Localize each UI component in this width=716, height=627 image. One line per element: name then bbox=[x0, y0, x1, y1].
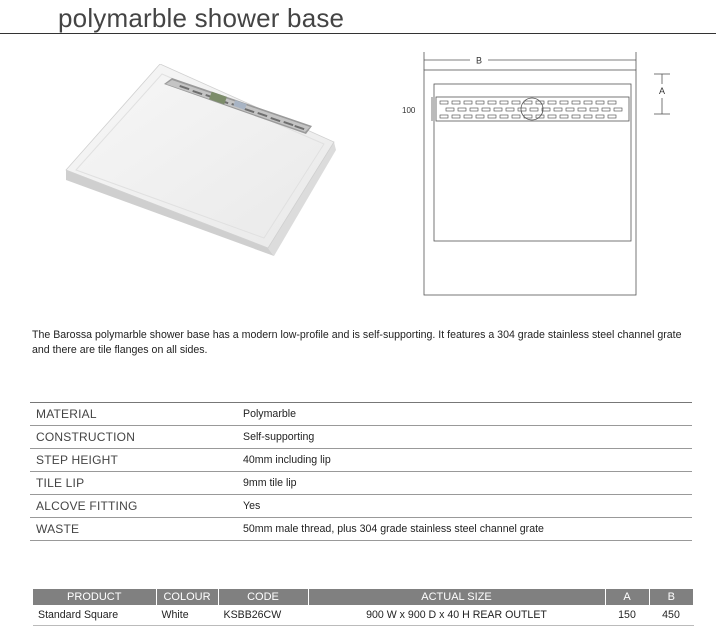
page-title: polymarble shower base bbox=[58, 3, 345, 33]
spec-value: 9mm tile lip bbox=[243, 472, 692, 495]
spec-row bbox=[30, 403, 692, 426]
dimension-b-label: B bbox=[475, 55, 483, 66]
spec-value: Self-supporting bbox=[243, 426, 692, 449]
spec-table bbox=[30, 402, 692, 541]
technical-diagram bbox=[396, 46, 686, 306]
header-product: PRODUCT bbox=[33, 589, 156, 605]
table-row bbox=[33, 605, 693, 626]
cell-a: 150 bbox=[605, 605, 649, 626]
header-code: CODE bbox=[218, 589, 308, 605]
title-bar bbox=[0, 0, 716, 34]
spec-row bbox=[30, 472, 692, 495]
spec-row bbox=[30, 426, 692, 449]
spec-label: CONSTRUCTION bbox=[30, 426, 243, 449]
spec-value: Yes bbox=[243, 495, 692, 518]
cell-actual-size: 900 W x 900 D x 40 H REAR OUTLET bbox=[308, 605, 605, 626]
header-colour: COLOUR bbox=[156, 589, 218, 605]
spec-label: STEP HEIGHT bbox=[30, 449, 243, 472]
product-description: The Barossa polymarble shower base has a modern low-profile and is self-supporting. It features a 304 grade stainless steel channel grate and there are tile flanges on all sides. bbox=[32, 329, 682, 356]
spec-label: MATERIAL bbox=[30, 403, 243, 426]
shower-base-image bbox=[62, 64, 342, 264]
dimension-a-label: A bbox=[658, 86, 666, 96]
cell-b: 450 bbox=[649, 605, 693, 626]
spec-label: ALCOVE FITTING bbox=[30, 495, 243, 518]
cell-code: KSBB26CW bbox=[218, 605, 308, 626]
spec-label: WASTE bbox=[30, 518, 243, 541]
cell-colour: White bbox=[156, 605, 218, 626]
product-table-header bbox=[33, 589, 693, 605]
spec-value: 40mm including lip bbox=[243, 449, 692, 472]
dimension-100-label: 100 bbox=[402, 106, 416, 115]
spec-row bbox=[30, 495, 692, 518]
header-b: B bbox=[649, 589, 693, 605]
cell-product: Standard Square bbox=[33, 605, 156, 626]
spec-value: 50mm male thread, plus 304 grade stainless steel channel grate bbox=[243, 518, 692, 541]
header-actual-size: ACTUAL SIZE bbox=[308, 589, 605, 605]
spec-value: Polymarble bbox=[243, 403, 692, 426]
spec-row bbox=[30, 518, 692, 541]
product-table bbox=[33, 589, 694, 626]
spec-row bbox=[30, 449, 692, 472]
header-a: A bbox=[605, 589, 649, 605]
spec-label: TILE LIP bbox=[30, 472, 243, 495]
